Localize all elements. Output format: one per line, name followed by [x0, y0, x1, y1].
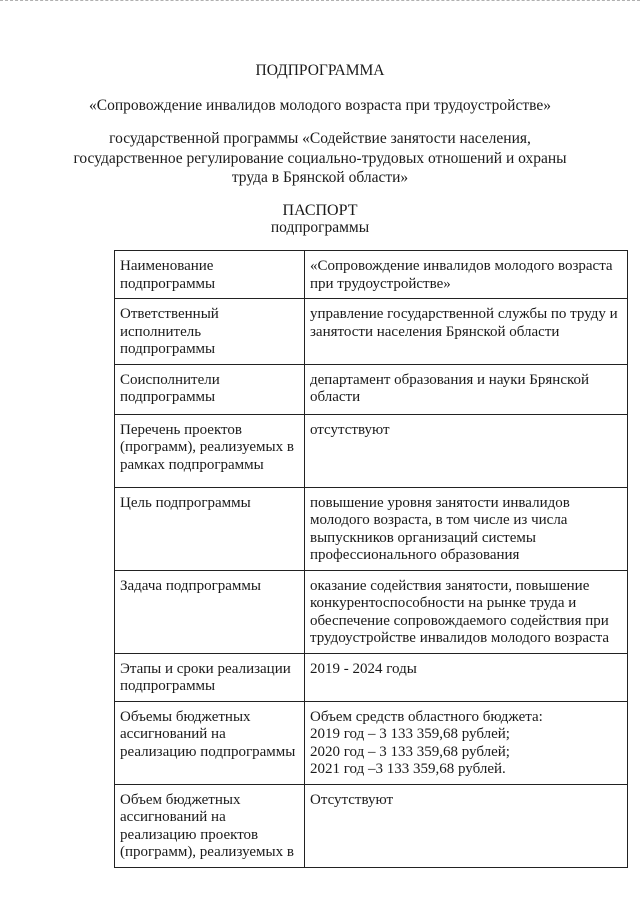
row-value-cell [305, 784, 628, 867]
row-value-line: повышение уровня занятости инвалидов [310, 494, 570, 511]
row-value-cell [305, 570, 628, 653]
row-value-cell [305, 364, 628, 414]
table-row [115, 364, 628, 414]
passport-table-body [115, 251, 628, 868]
row-value-line: 2021 год –3 133 359,68 рублей. [310, 761, 506, 777]
row-value-line: Отсутствуют [310, 791, 394, 808]
row-value-cell [305, 487, 628, 570]
row-label-line: исполнитель [120, 323, 202, 340]
row-label-line: подпрограммы [120, 389, 216, 405]
row-label-cell [115, 251, 305, 299]
row-label-cell [115, 487, 305, 570]
row-value-line: молодого возраста, в том числе из числа [310, 512, 568, 528]
table-row [115, 784, 628, 867]
row-value-line: профессионального образования [310, 547, 520, 563]
row-label-cell [115, 299, 305, 365]
row-value-line: трудоустройстве инвалидов молодого возраста [310, 630, 610, 646]
passport-subtitle: подпрограммы [270, 219, 370, 236]
row-value-line: при трудоустройстве» [310, 275, 451, 292]
subprogram-name: «Сопровождение инвалидов молодого возраста при трудоустройстве» [89, 97, 551, 114]
row-value-line: 2019 год – 3 133 359,68 рублей; [310, 726, 510, 742]
table-row [115, 414, 628, 487]
table-row [115, 701, 628, 784]
row-value-line: обеспечение сопровождаемого содействия при [310, 612, 609, 629]
row-value-cell [305, 251, 628, 299]
gov-program-line: государственной программы «Содействие занятости населения, [109, 130, 531, 147]
row-label-cell [115, 570, 305, 653]
row-label-line: (программ), реализуемых в [120, 844, 294, 860]
row-value-line: области [310, 389, 361, 405]
row-value-line: отсутствуют [310, 421, 390, 438]
row-value-line: занятости населения Брянской области [310, 323, 560, 340]
row-label-line: реализацию подпрограммы [120, 743, 296, 760]
row-value-line: выпускников организаций системы [310, 529, 536, 546]
row-label-line: Соисполнители [120, 371, 220, 388]
row-label-line: реализацию проектов [120, 826, 259, 843]
row-value-line: 2020 год – 3 133 359,68 рублей; [310, 743, 510, 760]
table-row [115, 251, 628, 299]
scan-edge [0, 0, 640, 3]
row-label-line: Этапы и сроки реализации [120, 660, 291, 677]
row-label-cell [115, 364, 305, 414]
row-value-cell [305, 299, 628, 365]
row-label-line: Перечень проектов [120, 421, 242, 438]
row-label-cell [115, 653, 305, 701]
row-label-line: ассигнований на [120, 809, 226, 825]
row-value-line: конкурентоспособности на рынке труда и [310, 595, 577, 611]
row-label-line: Наименование [120, 258, 214, 274]
passport-title: ПАСПОРТ [282, 202, 358, 219]
gov-program-line: государственное регулирование социально-трудовых отношений и охраны [73, 149, 567, 167]
row-value-cell [305, 414, 628, 487]
row-label-line: (программ), реализуемых в [120, 439, 294, 455]
row-value-cell [305, 653, 628, 701]
row-label-line: подпрограммы [120, 341, 216, 357]
row-label-line: подпрограммы [120, 275, 216, 292]
row-label-cell [115, 414, 305, 487]
row-label-line: Ответственный [120, 306, 219, 322]
table-row [115, 570, 628, 653]
row-value-line: департамент образования и науки Брянской [310, 371, 590, 388]
table-row [115, 487, 628, 570]
row-label-line: Задача подпрограммы [120, 577, 261, 594]
row-value-line: оказание содействия занятости, повышение [310, 577, 590, 594]
row-value-line: управление государственной службы по труду и [310, 306, 618, 322]
row-label-line: подпрограммы [120, 678, 216, 694]
row-label-cell [115, 701, 305, 784]
gov-program-name [0, 129, 640, 188]
row-label-line: рамках подпрограммы [120, 456, 264, 473]
row-value-cell [305, 701, 628, 784]
table-row [115, 299, 628, 365]
passport-table [114, 250, 628, 868]
row-value-line: 2019 - 2024 годы [310, 660, 417, 677]
row-label-line: ассигнований на [120, 726, 226, 742]
row-label-line: Объем бюджетных [120, 791, 241, 808]
row-value-line: Объем средств областного бюджета: [310, 708, 543, 725]
row-label-line: Цель подпрограммы [120, 494, 251, 511]
table-row [115, 653, 628, 701]
row-label-line: Объемы бюджетных [120, 708, 251, 725]
gov-program-line: труда в Брянской области» [231, 169, 409, 186]
row-label-cell [115, 784, 305, 867]
document-title: ПОДПРОГРАММА [255, 62, 385, 79]
row-value-line: «Сопровождение инвалидов молодого возраста [310, 258, 613, 274]
